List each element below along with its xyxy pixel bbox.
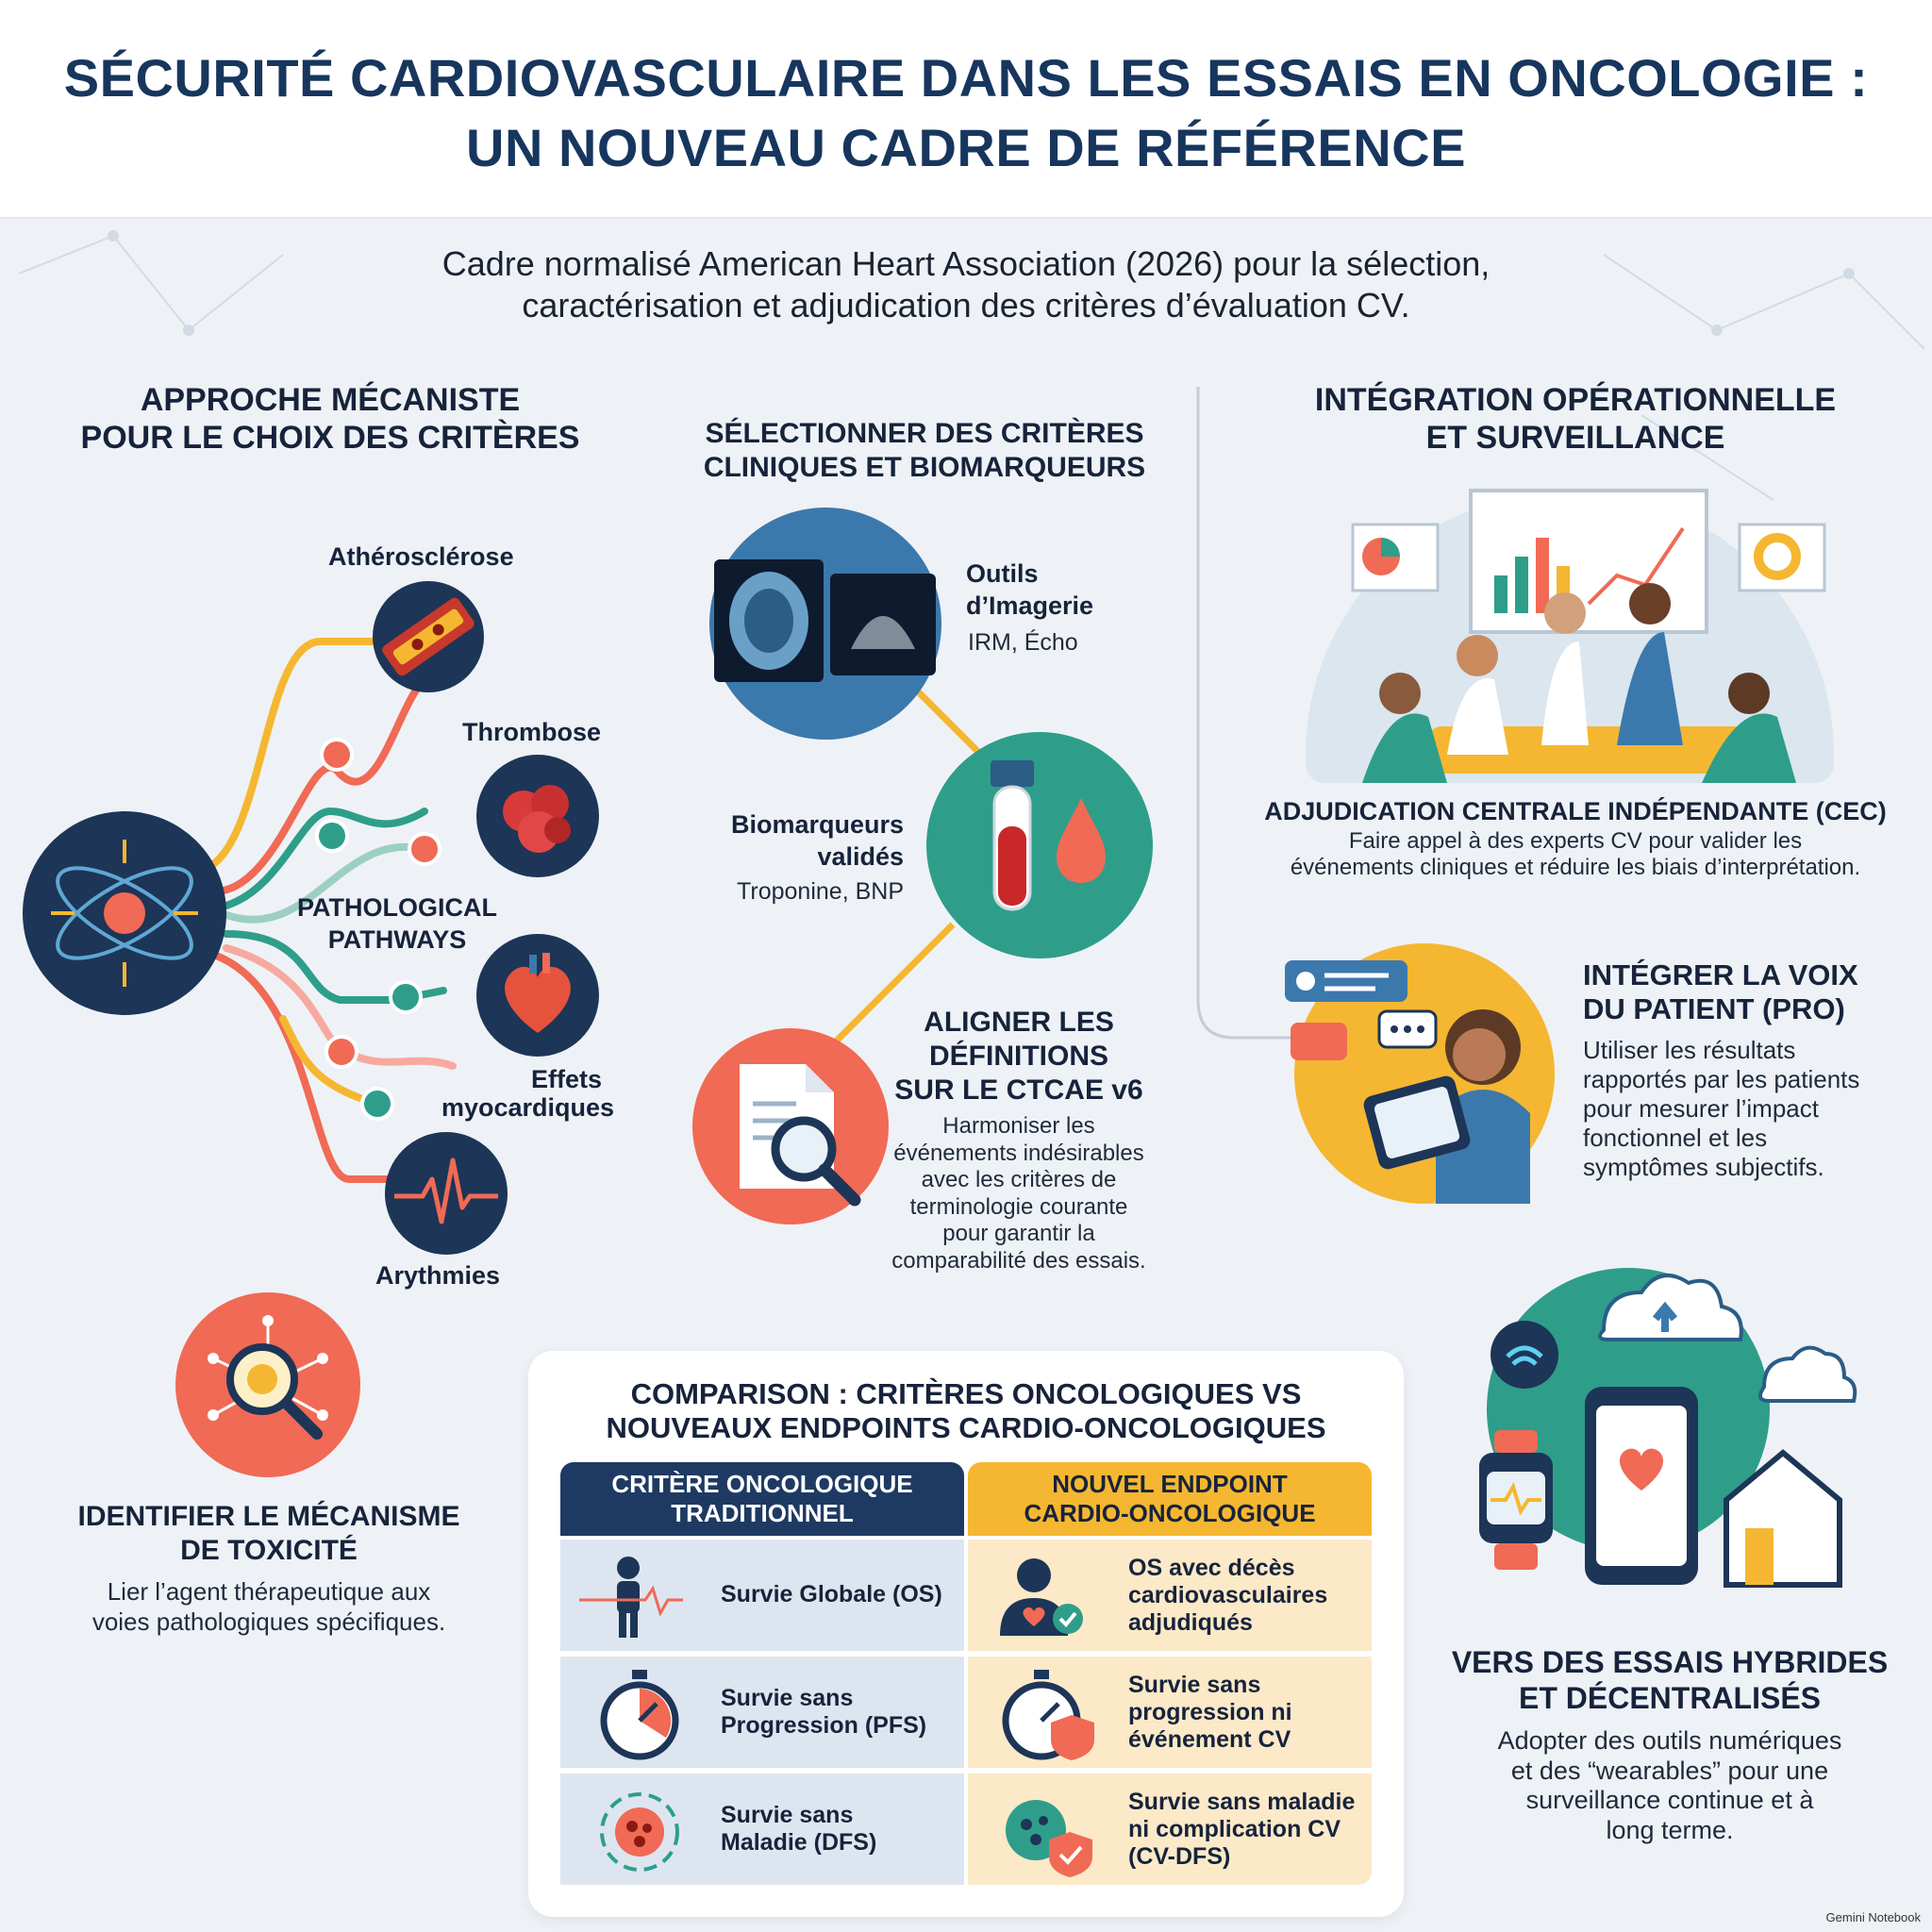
ctcae-desc-line: comparabilité des essais. (891, 1247, 1146, 1274)
node-label-effects-line2: myocardiques (441, 1093, 615, 1122)
row1-right-line2: cardiovasculaires (1128, 1582, 1328, 1608)
pro-desc-line: fonctionnel et les (1583, 1124, 1768, 1152)
cell-cluster-icon (594, 1787, 685, 1877)
comparison-title-line2: NOUVEAUX ENDPOINTS CARDIO-ONCOLOGIQUES (606, 1411, 1326, 1444)
imaging-title-line2: d’Imagerie (966, 591, 1094, 620)
magnifier-network-icon (175, 1292, 360, 1477)
column-header-cardio (968, 1462, 1372, 1536)
biomarker-desc: Troponine, BNP (737, 878, 904, 905)
node-label-arrhythmias: Arythmies (375, 1261, 501, 1290)
row3-left-line2: Maladie (DFS) (721, 1829, 877, 1856)
column-header-cardio-line2: CARDIO-ONCOLOGIQUE (1024, 1499, 1316, 1527)
atom-icon (23, 811, 226, 1015)
pro-desc-line: symptômes subjectifs. (1583, 1153, 1824, 1181)
table-row (560, 1774, 964, 1885)
cec-desc-line2: événements cliniques et réduire les biais d’interprétation. (1290, 855, 1861, 880)
row2-right-line1: Survie sans (1128, 1672, 1261, 1698)
pro-desc (1583, 1036, 1904, 1182)
table-row (968, 1540, 1372, 1651)
row2-left-line2: Progression (PFS) (721, 1712, 927, 1739)
hybrid-title-line1: VERS DES ESSAIS HYBRIDES (1451, 1645, 1889, 1679)
pro-title-line2: DU PATIENT (PRO) (1583, 992, 1845, 1025)
node-label-effects-line1: Effets (530, 1065, 602, 1093)
ctcae-title-line3: SUR LE CTCAE v6 (894, 1074, 1143, 1106)
table-row (968, 1657, 1372, 1768)
intro-line2: caractérisation et adjudication des critères d’évaluation CV. (522, 286, 1410, 325)
ecg-icon (385, 1132, 508, 1255)
wearables-cloud-icon (1472, 1264, 1849, 1604)
pro-desc-line: pour mesurer l’impact (1583, 1094, 1819, 1123)
ctcae-desc-line: Harmoniser les (942, 1113, 1095, 1139)
ctcae-desc-line: événements indésirables (893, 1140, 1144, 1166)
imaging-title-line1: Outils (966, 559, 1039, 588)
operational-title-line1: INTÉGRATION OPÉRATIONNELLE (1314, 382, 1837, 418)
row1-left-line1: Survie Globale (OS) (721, 1581, 942, 1607)
ctcae-desc-line: pour garantir la (942, 1221, 1095, 1246)
table-row (968, 1774, 1372, 1885)
hybrid-title-line2: ET DÉCENTRALISÉS (1518, 1681, 1822, 1715)
page-title-line2: UN NOUVEAU CADRE DE RÉFÉRENCE (466, 118, 1466, 177)
heart-icon (476, 934, 599, 1057)
column-header-traditional-line2: TRADITIONNEL (671, 1499, 854, 1527)
blood-tube-icon (926, 732, 1153, 958)
operational-title-line2: ET SURVEILLANCE (1425, 420, 1725, 456)
node-label-thrombosis: Thrombose (462, 718, 602, 746)
person-check-icon (987, 1553, 1091, 1638)
hybrid-desc-line: Adopter des outils numériques (1497, 1726, 1842, 1755)
hybrid-desc-line: surveillance continue et à (1525, 1786, 1814, 1814)
toxicity-title-line1: IDENTIFIER LE MÉCANISME (77, 1501, 460, 1532)
blood-clot-icon (476, 755, 599, 877)
header-banner (0, 0, 1932, 217)
hybrid-desc (1415, 1726, 1924, 1845)
ctcae-title-line1: ALIGNER LES (924, 1007, 1114, 1038)
stopwatch-shield-icon (996, 1670, 1100, 1760)
ctcae-desc-line: terminologie courante (909, 1193, 1128, 1220)
row1-right-line1: OS avec décès (1128, 1555, 1295, 1581)
person-ecg-icon (579, 1555, 683, 1640)
row3-right-line2: ni complication CV (1128, 1816, 1341, 1842)
biomarker-title-line1: Biomarqueurs (730, 810, 904, 839)
selection-title-line2: CLINIQUES ET BIOMARQUEURS (703, 452, 1146, 483)
stopwatch-icon (594, 1670, 685, 1760)
mri-echo-icon (709, 508, 941, 740)
page-title-line1: SÉCURITÉ CARDIOVASCULAIRE DANS LES ESSAIS EN ONCOLOGIE : (63, 48, 1869, 108)
column-header-traditional-line1: CRITÈRE ONCOLOGIQUE (611, 1470, 913, 1498)
cell-shield-icon (992, 1787, 1096, 1877)
comparison-card (528, 1351, 1404, 1917)
pro-desc-line: rapportés par les patients (1583, 1065, 1860, 1093)
artery-icon (373, 581, 484, 692)
hybrid-desc-line: long terme. (1606, 1815, 1734, 1844)
biomarker-title-line2: validés (817, 842, 904, 871)
row2-right-line2: progression ni (1128, 1699, 1292, 1725)
table-row (560, 1657, 964, 1768)
column-header-cardio-line1: NOUVEL ENDPOINT (1052, 1470, 1288, 1498)
intro-line1: Cadre normalisé American Heart Association (2026) pour la sélection, (441, 244, 1491, 283)
node-label-atherosclerosis: Athérosclérose (328, 542, 514, 571)
patient-tablet-icon (1294, 943, 1555, 1204)
selection-title-line1: SÉLECTIONNER DES CRITÈRES (705, 418, 1144, 449)
row3-left-line1: Survie sans (721, 1802, 854, 1828)
row2-left-line1: Survie sans (721, 1685, 854, 1711)
cec-desc-line1: Faire appel à des experts CV pour valider les (1348, 828, 1803, 854)
toxicity-desc-line1: Lier l’agent thérapeutique aux (107, 1577, 431, 1606)
pro-desc-line: Utiliser les résultats (1583, 1036, 1796, 1064)
watermark: Gemini Notebook (1825, 1910, 1921, 1924)
mechanistic-title-line1: APPROCHE MÉCANISTE (140, 382, 521, 418)
hybrid-desc-line: et des “wearables” pour une (1510, 1756, 1829, 1785)
imaging-desc: IRM, Écho (968, 629, 1078, 656)
team-meeting-scene (1306, 491, 1843, 792)
row3-right-line3: (CV-DFS) (1128, 1843, 1231, 1870)
pathways-label-line1: PATHOLOGICAL (297, 893, 497, 922)
comparison-title-line1: COMPARISON : CRITÈRES ONCOLOGIQUES VS (630, 1377, 1302, 1410)
toxicity-desc-line2: voies pathologiques spécifiques. (92, 1607, 446, 1636)
cec-title: ADJUDICATION CENTRALE INDÉPENDANTE (CEC) (1264, 797, 1887, 825)
ctcae-desc (868, 1113, 1170, 1274)
column-header-traditional (560, 1462, 964, 1536)
document-search-icon (692, 1028, 889, 1224)
ctcae-desc-line: avec les critères de (921, 1167, 1117, 1192)
row3-right-line1: Survie sans maladie (1128, 1789, 1356, 1815)
row1-right-line3: adjudiqués (1128, 1609, 1253, 1636)
pathways-label-line2: PATHWAYS (327, 925, 467, 954)
table-row (560, 1540, 964, 1651)
row2-right-line3: événement CV (1128, 1726, 1291, 1753)
mechanistic-title-line2: POUR LE CHOIX DES CRITÈRES (80, 420, 580, 456)
ctcae-title-line2: DÉFINITIONS (928, 1041, 1108, 1072)
toxicity-title-line2: DE TOXICITÉ (180, 1535, 358, 1566)
pro-title-line1: INTÉGRER LA VOIX (1583, 958, 1858, 991)
